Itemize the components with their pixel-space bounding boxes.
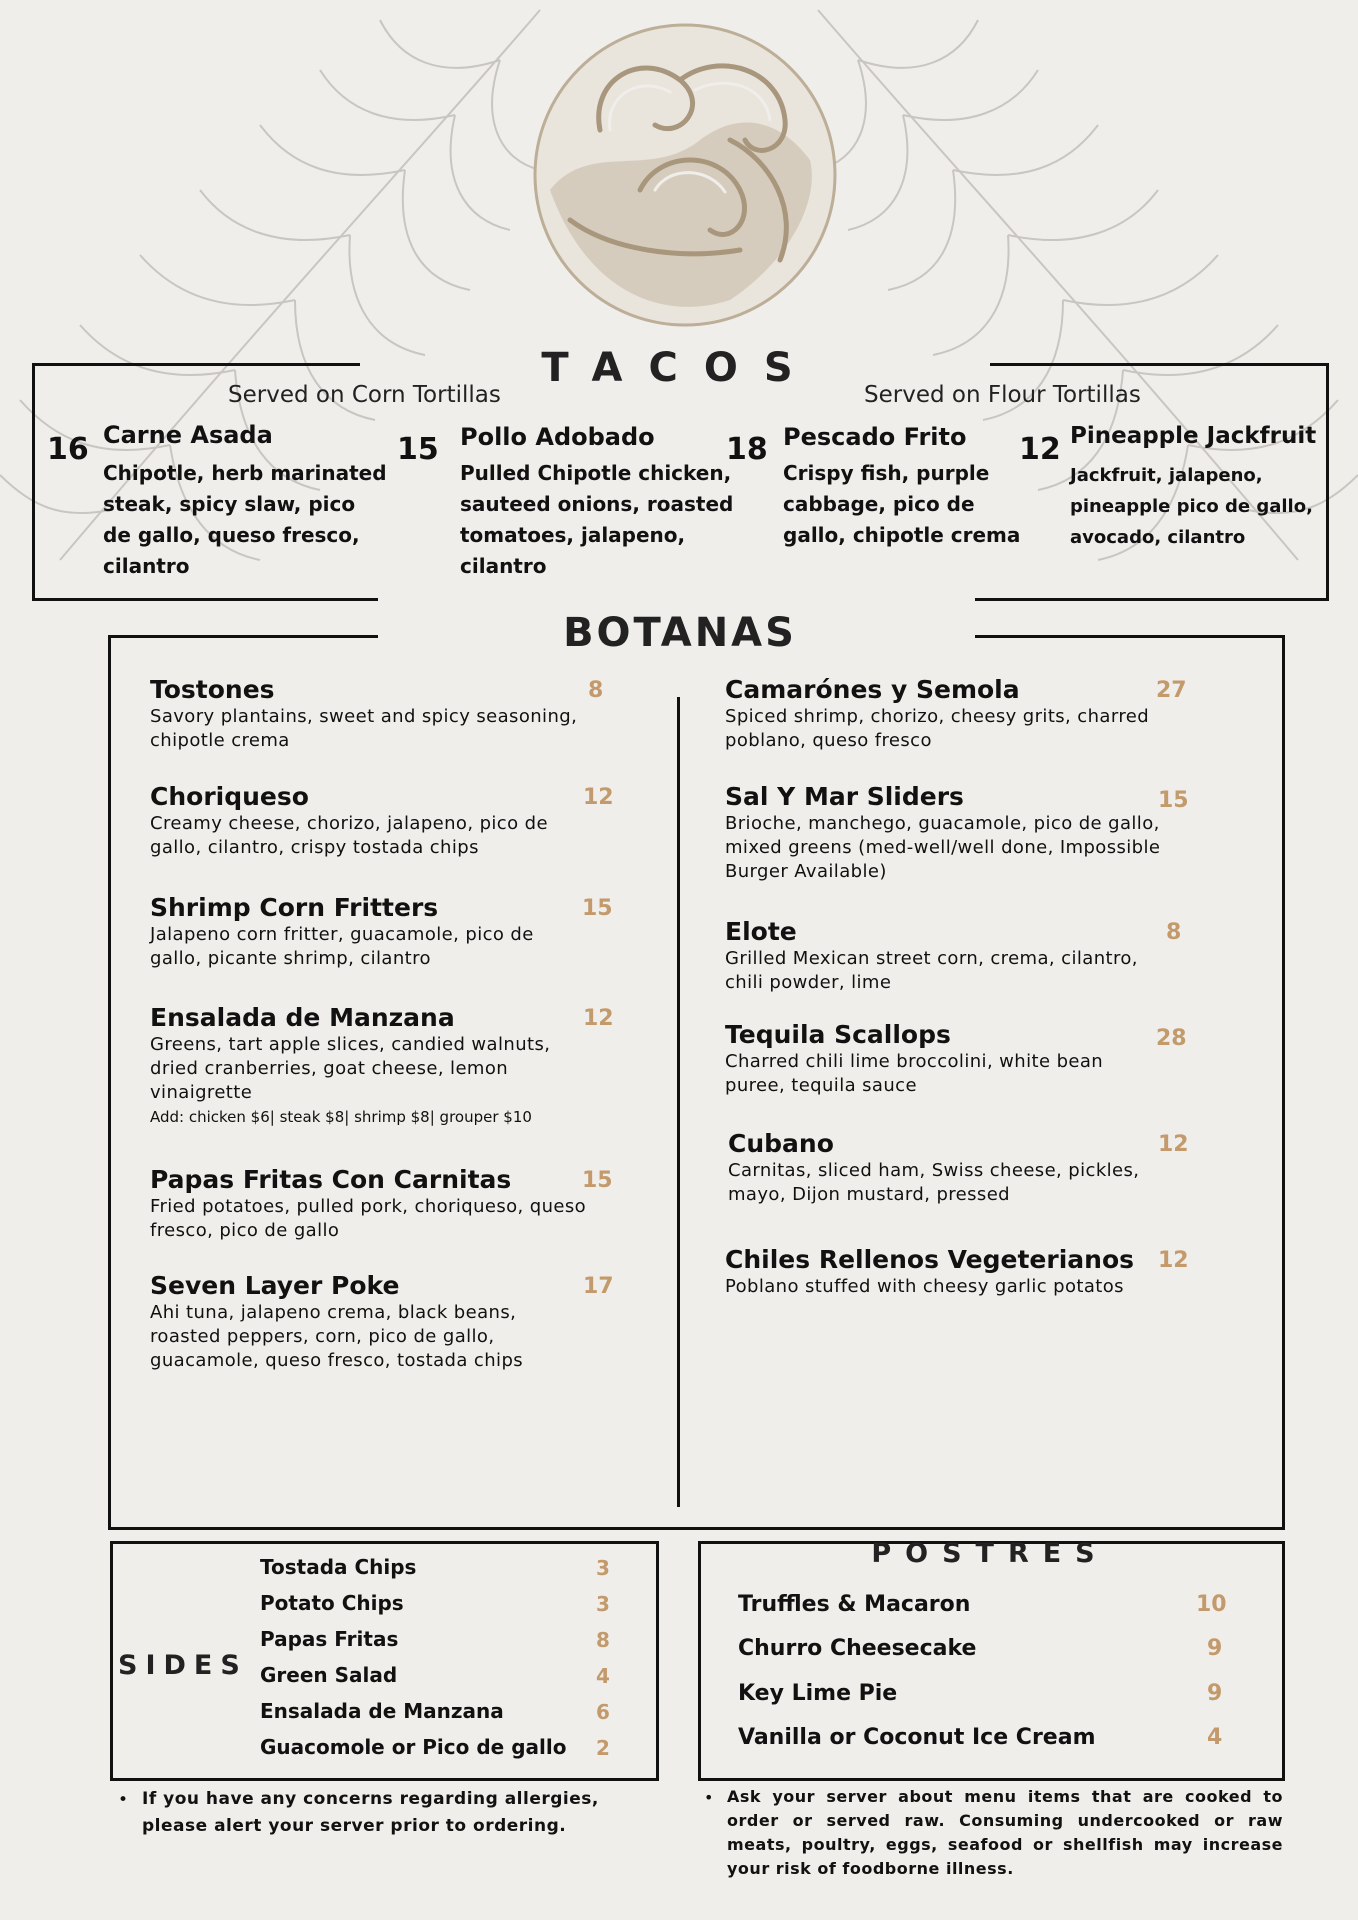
botana-price: 27 xyxy=(1156,678,1187,703)
botana-name: Papas Fritas Con Carnitas xyxy=(150,1165,512,1194)
botana-desc: Savory plantains, sweet and spicy seasoning, chipotle crema xyxy=(150,706,578,751)
taco-name: Pescado Frito xyxy=(783,423,967,451)
taco-name: Pollo Adobado xyxy=(460,423,655,451)
side-price: 2 xyxy=(596,1736,610,1760)
wave-logo xyxy=(530,20,840,330)
side-name: Tostada Chips xyxy=(260,1555,417,1579)
botanas-title: BOTANAS xyxy=(563,610,797,656)
bullet: • xyxy=(118,1790,129,1810)
botana-price: 28 xyxy=(1156,1026,1187,1051)
botana-price: 12 xyxy=(1158,1132,1189,1157)
botana-name: Sal Y Mar Sliders xyxy=(725,782,964,811)
side-price: 4 xyxy=(596,1664,610,1688)
side-price: 3 xyxy=(596,1592,610,1616)
botana-item xyxy=(150,1003,590,1129)
postre-price: 4 xyxy=(1207,1725,1223,1750)
side-name: Papas Fritas xyxy=(260,1627,399,1651)
botana-name: Cubano xyxy=(728,1129,834,1158)
botana-desc: Jalapeno corn fritter, guacamole, pico de gallo, picante shrimp, cilantro xyxy=(150,924,534,969)
botana-price: 15 xyxy=(582,896,613,921)
botana-name: Tostones xyxy=(150,675,275,704)
postre-name: Key Lime Pie xyxy=(738,1681,898,1706)
postre-price: 9 xyxy=(1207,1636,1223,1661)
botana-name: Shrimp Corn Fritters xyxy=(150,893,439,922)
postre-name: Truffles & Macaron xyxy=(738,1592,971,1617)
botana-price: 12 xyxy=(1158,1248,1189,1273)
corn-tortillas-label: Served on Corn Tortillas xyxy=(228,382,501,408)
taco-desc: Pulled Chipotle chicken, sauteed onions, roasted tomatoes, jalapeno, cilantro xyxy=(460,461,734,578)
botana-item xyxy=(150,675,590,753)
botana-addon-note: Add: chicken $6| steak $8| shrimp $8| grouper $10 xyxy=(150,1108,532,1126)
botana-name: Camarónes y Semola xyxy=(725,675,1020,704)
allergy-note: If you have any concerns regarding allergies, please alert your server prior to ordering. xyxy=(142,1789,599,1836)
side-price: 8 xyxy=(596,1628,610,1652)
botana-desc: Creamy cheese, chorizo, jalapeno, pico de gallo, cilantro, crispy tostada chips xyxy=(150,813,548,858)
taco-price: 16 xyxy=(47,432,89,467)
postre-price: 10 xyxy=(1196,1592,1227,1617)
botana-price: 17 xyxy=(583,1274,614,1299)
botana-item xyxy=(728,1129,1168,1207)
botana-desc: Grilled Mexican street corn, crema, cilantro, chili powder, lime xyxy=(725,948,1138,993)
postres-title: POSTRES xyxy=(871,1538,1109,1569)
postre-price: 9 xyxy=(1207,1681,1223,1706)
botana-name: Chiles Rellenos Vegeterianos xyxy=(725,1245,1134,1274)
side-name: Guacomole or Pico de gallo xyxy=(260,1735,567,1759)
raw-food-note: Ask your server about menu items that are cooked to order or served raw. Consuming undercooked or raw meats, poultry, eggs, seafood or shellfish may increase your risk of foodborne illness. xyxy=(727,1787,1283,1878)
botana-price: 8 xyxy=(1166,920,1182,945)
side-name: Green Salad xyxy=(260,1663,398,1687)
botana-price: 15 xyxy=(582,1168,613,1193)
taco-desc: Chipotle, herb marinated steak, spicy slaw, pico de gallo, queso fresco, cilantro xyxy=(103,461,387,578)
botana-name: Ensalada de Manzana xyxy=(150,1003,455,1032)
botana-item xyxy=(725,675,1165,753)
flour-tortillas-label: Served on Flour Tortillas xyxy=(864,382,1141,408)
taco-price: 15 xyxy=(397,432,439,467)
botana-name: Tequila Scallops xyxy=(725,1020,951,1049)
sides-title: SIDES xyxy=(118,1650,248,1681)
botana-desc: Greens, tart apple slices, candied walnuts, dried cranberries, goat cheese, lemon vinaigrette xyxy=(150,1034,551,1103)
botana-item xyxy=(150,1165,590,1243)
taco-desc: Crispy fish, purple cabbage, pico de gallo, chipotle crema xyxy=(783,461,1021,547)
botana-item xyxy=(150,893,590,971)
botana-price: 8 xyxy=(588,678,604,703)
side-name: Ensalada de Manzana xyxy=(260,1699,504,1723)
botana-price: 15 xyxy=(1158,788,1189,813)
botana-name: Choriqueso xyxy=(150,782,309,811)
botana-desc: Poblano stuffed with cheesy garlic potatos xyxy=(725,1276,1124,1297)
botana-desc: Carnitas, sliced ham, Swiss cheese, pickles, mayo, Dijon mustard, pressed xyxy=(728,1160,1140,1205)
postre-name: Churro Cheesecake xyxy=(738,1636,977,1661)
taco-desc: Jackfruit, jalapeno, pineapple pico de gallo, avocado, cilantro xyxy=(1070,465,1313,548)
botana-desc: Brioche, manchego, guacamole, pico de gallo, mixed greens (med-well/well done, Impossible Burger Available) xyxy=(725,813,1161,882)
taco-price: 18 xyxy=(726,432,768,467)
bullet: • xyxy=(704,1788,714,1807)
taco-name: Pineapple Jackfruit xyxy=(1070,423,1317,449)
taco-price: 12 xyxy=(1019,432,1061,467)
botana-desc: Fried potatoes, pulled pork, choriqueso, queso fresco, pico de gallo xyxy=(150,1196,587,1241)
side-name: Potato Chips xyxy=(260,1591,404,1615)
botana-item xyxy=(725,782,1165,884)
side-price: 6 xyxy=(596,1700,610,1724)
botana-price: 12 xyxy=(583,1006,614,1031)
botana-price: 12 xyxy=(583,785,614,810)
botana-desc: Ahi tuna, jalapeno crema, black beans, roasted peppers, corn, pico de gallo, guacamole, queso fresco, tostada chips xyxy=(150,1302,524,1371)
tacos-title: TACOS xyxy=(541,345,819,391)
botana-desc: Charred chili lime broccolini, white bean puree, tequila sauce xyxy=(725,1051,1104,1096)
botana-item xyxy=(150,782,590,860)
column-divider xyxy=(677,697,680,1507)
botana-item xyxy=(150,1271,590,1373)
botana-name: Elote xyxy=(725,917,797,946)
botana-desc: Spiced shrimp, chorizo, cheesy grits, charred poblano, queso fresco xyxy=(725,706,1150,751)
botana-name: Seven Layer Poke xyxy=(150,1271,400,1300)
side-price: 3 xyxy=(596,1556,610,1580)
botana-item xyxy=(725,1020,1165,1098)
botana-item xyxy=(725,917,1165,995)
botana-item xyxy=(725,1245,1165,1299)
postre-name: Vanilla or Coconut Ice Cream xyxy=(738,1725,1096,1750)
taco-name: Carne Asada xyxy=(103,421,273,449)
